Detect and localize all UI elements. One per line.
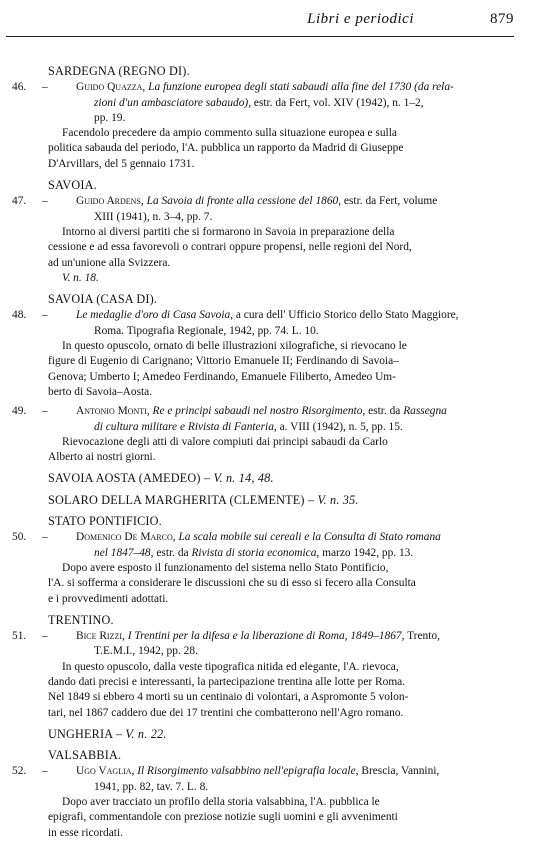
title: Le medaglie d'oro di Casa Savoia bbox=[76, 309, 231, 322]
entry-48: 48. – Le medaglie d'oro di Casa Savoia, a cura dell' Ufficio Storico dello Stato Maggiore, Roma. Tipografia Regionale, 1942, pp. 74. L. 10. bbox=[12, 309, 459, 337]
entry-description: In questo opuscolo, dalla veste tipografica nitida ed elegante, l'A. rievoca, dando dati precisi e interessanti, la partecipazione trentina alle lotte per Roma. Nel 1849 si ebbero 4 morti su un centinaio di volontari, a Aspromonte 5 volon- tari, nel 1867 caddero due dei 17 trentini che combatterono nell'Agro romano. bbox=[48, 660, 409, 719]
entry-number: 46. bbox=[12, 81, 27, 94]
entry-number: 50. bbox=[12, 531, 27, 544]
page-number: 879 bbox=[490, 11, 514, 27]
cross-reference: V. n. 14, 48. bbox=[213, 471, 274, 486]
cross-reference: V. n. 35. bbox=[317, 492, 359, 507]
author: Guido Ardens bbox=[76, 195, 141, 208]
entry-50: 50. – Domenico De Marco, La scala mobile sui cereali e la Consulta di Stato romana nel 1847–48, estr. da Rivista di storia economica, marzo 1942, pp. 13. bbox=[12, 531, 441, 559]
title: La Savoia di fronte alla cessione del 1860 bbox=[146, 195, 339, 208]
author: Ugo Vaglia bbox=[76, 765, 132, 778]
entry-51: 51. – Bice Rizzi, I Trentini per la difesa e la liberazione di Roma, 1849–1867, Trento, T.E.M.I., 1942, pp. 28. bbox=[12, 630, 440, 658]
entry-47: 47. – Guido Ardens, La Savoia di fronte alla cessione del 1860, estr. da Fert, volume XIII (1941), n. 3–4, pp. 7. bbox=[12, 195, 438, 223]
title: Re e principi sabaudi nel nostro Risorgimento bbox=[152, 405, 363, 418]
entry-number: 49. bbox=[12, 405, 27, 418]
publication: , estr. da Fert, volume bbox=[338, 195, 438, 208]
entry-number: 52. bbox=[12, 765, 27, 778]
entry-number: 48. bbox=[12, 309, 27, 322]
entry-49: 49. – Antonio Monti, Re e principi sabaudi nel nostro Risorgimento, estr. da Rassegna di cultura militare e Rivista di Fanteria, a. VIII (1942), n. 5, pp. 15. bbox=[12, 405, 447, 433]
running-title: Libri e periodici bbox=[307, 11, 414, 27]
cross-reference: V. n. 22. bbox=[125, 726, 167, 741]
cross-reference: V. n. 18. bbox=[62, 271, 99, 284]
entry-description: Dopo aver tracciato un profilo della storia valsabbina, l'A. pubblica le epigrafi, commentandole con preziose notizie sugli uomini e gli avvenimenti in esse ricordati. bbox=[48, 796, 398, 839]
section-heading: SAVOIA AOSTA (AMEDEO) – V. n. 14, 48. bbox=[48, 471, 274, 486]
entry-description: In questo opuscolo, ornato di belle illustrazioni xilografiche, si rievocano le figure di Eugenio di Carignano; Vittorio Emanuele II; Ferdinando di Savoia– Genova; Umberto I; Amedeo Ferdinando, Emanuele Filiberto, Amedeo Um- berto di Savoia–Aosta. bbox=[48, 340, 407, 398]
author: Antonio Monti bbox=[76, 405, 147, 418]
section-heading: SAVOIA (CASA DI). bbox=[48, 292, 158, 307]
entry-52: 52. – Ugo Vaglia, Il Risorgimento valsabbino nell'epigrafia locale, Brescia, Vannini, 1941, pp. 82, tav. 7. L. 8. bbox=[12, 765, 440, 793]
author: Guido Quazza bbox=[76, 81, 143, 94]
publication: , Brescia, Vannini, bbox=[355, 765, 440, 778]
entry-46: 46. – Guido Quazza, La funzione europea degli stati sabaudi alla fine del 1730 (da rela- zioni d'un ambasciatore sabaudo), estr. da Fert, vol. XIV (1942), n. 1–2, pp. 19. bbox=[12, 81, 454, 124]
publication: , estr. da Fert, vol. XIV (1942), n. 1–2, bbox=[248, 96, 424, 109]
publication: , estr. da bbox=[150, 546, 192, 559]
entry-description: Intorno ai diversi partiti che si formarono in Savoia in preparazione della cessione e ad essa favorevoli o contrari oppure propensi, nelle regioni del Nord, ad un'unione alla Svizzera. bbox=[48, 225, 412, 269]
entry-description: Dopo avere esposto il funzionamento del sistema nello Stato Pontificio, l'A. si sofferma a considerare le discussioni che su di esso si fecero alla Consulta e i provvedimenti adottati. bbox=[48, 561, 416, 605]
title: La scala mobile sui cereali e la Consulta di Stato romana bbox=[178, 531, 441, 544]
entry-number: 51. bbox=[12, 630, 27, 643]
title: La funzione europea degli stati sabaudi alla fine del 1730 (da rela- bbox=[148, 81, 454, 94]
entry-description: Facendolo precedere da ampio commento sulla situazione europea e sulla politica sabauda del periodo, l'A. pubblica un rapporto da Madrid di Giuseppe D'Arvillars, del 5 gennaio 1731. bbox=[48, 127, 404, 170]
running-header bbox=[6, 8, 514, 37]
section-heading: SAVOIA. bbox=[48, 178, 97, 193]
section-heading: TRENTINO. bbox=[48, 612, 114, 627]
section-heading: UNGHERIA – V. n. 22. bbox=[48, 726, 167, 741]
entry-description: Rievocazione degli atti di valore compiuti dai principi sabaudi da Carlo Alberto ai nostri giorni. bbox=[48, 435, 388, 464]
section-heading: SARDEGNA (REGNO DI). bbox=[48, 64, 190, 78]
publication: , Trento, bbox=[401, 630, 440, 643]
title: I Trentini per la difesa e la liberazione di Roma, 1849–1867 bbox=[127, 630, 402, 643]
publication: , estr. da bbox=[362, 405, 404, 418]
author: Domenico De Marco bbox=[76, 531, 173, 544]
entry-number: 47. bbox=[12, 195, 27, 208]
section-heading: VALSABBIA. bbox=[48, 748, 122, 763]
section-heading: SOLARO DELLA MARGHERITA (CLEMENTE) – V. n. 35. bbox=[48, 492, 359, 507]
author: Bice Rizzi bbox=[76, 630, 123, 643]
title: Il Risorgimento valsabbino nell'epigrafia locale bbox=[137, 765, 356, 778]
publication: , a cura dell' Ufficio Storico dello Stato Maggiore, bbox=[230, 309, 459, 322]
bibliography-list bbox=[10, 58, 520, 841]
section-heading: STATO PONTIFICIO. bbox=[48, 514, 162, 529]
